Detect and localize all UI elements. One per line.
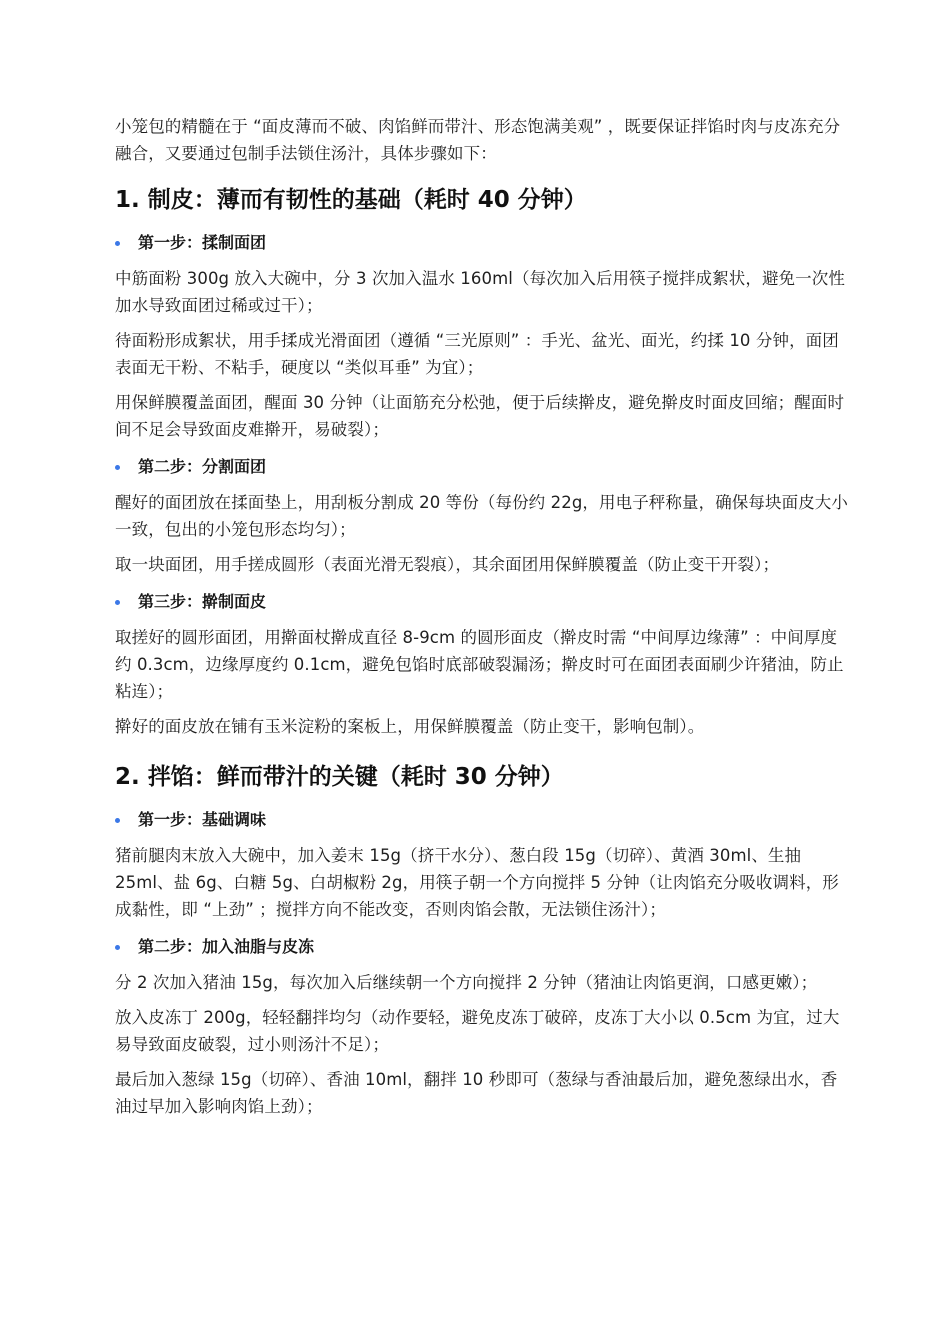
step-heading (115, 808, 850, 832)
step-title: 第一步：基础调味 (138, 810, 267, 829)
bullet-icon (115, 465, 120, 470)
step-paragraph: 取搓好的圆形面团，用擀面杖擀成直径 8-9cm 的圆形面皮（擀皮时需 “中间厚边缘薄” ：中间厚度约 0.3cm，边缘厚度约 0.1cm，避免包馅时底部破裂漏汤；擀皮时可在面团表面刷少许猪油，防止粘连）； (115, 628, 844, 701)
section-heading-dough: 1. 制皮：薄而有韧性的基础（耗时 40 分钟） (115, 187, 587, 213)
bullet-icon (115, 945, 120, 950)
step-paragraph: 擀好的面皮放在铺有玉米淀粉的案板上，用保鲜膜覆盖（防止变干，影响包制）。 (115, 717, 705, 736)
step-paragraph: 用保鲜膜覆盖面团，醒面 30 分钟（让面筋充分松弛，便于后续擀皮，避免擀皮时面皮回缩；醒面时间不足会导致面皮难擀开，易破裂）； (115, 393, 845, 439)
step-heading (115, 935, 850, 959)
step-title: 第一步：揉制面团 (138, 233, 267, 252)
step-paragraph: 待面粉形成絮状，用手揉成光滑面团（遵循 “三光原则” ：手光、盆光、面光，约揉 10 分钟，面团表面无干粉、不粘手，硬度以 “类似耳垂” 为宜）； (115, 331, 839, 377)
section-heading-filling: 2. 拌馅：鲜而带汁的关键（耗时 30 分钟） (115, 764, 564, 790)
step-title: 第二步：加入油脂与皮冻 (138, 937, 315, 956)
intro-paragraph: 小笼包的精髓在于 “面皮薄而不破、肉馅鲜而带汁、形态饱满美观” ，既要保证拌馅时肉与皮冻充分融合，又要通过包制手法锁住汤汁，具体步骤如下： (115, 117, 841, 163)
bullet-icon (115, 818, 120, 823)
step-paragraph: 猪前腿肉末放入大碗中，加入姜末 15g（挤干水分）、葱白段 15g（切碎）、黄酒 30ml、生抽 25ml、盐 6g、白糖 5g、白胡椒粉 2g，用筷子朝一个方向搅拌 5 分钟（让肉馅充分吸收调料，形成黏性，即 “上劲” ；搅拌方向不能改变，否则肉馅会散，无法锁住汤汁）； (115, 846, 839, 919)
step-paragraph: 最后加入葱绿 15g（切碎）、香油 10ml，翻拌 10 秒即可（葱绿与香油最后加，避免葱绿出水，香油过早加入影响肉馅上劲）； (115, 1070, 838, 1116)
step-paragraph: 醒好的面团放在揉面垫上，用刮板分割成 20 等份（每份约 22g，用电子秤称量，确保每块面皮大小一致，包出的小笼包形态均匀）； (115, 493, 848, 539)
step-heading (115, 231, 850, 255)
bullet-icon (115, 241, 120, 246)
step-paragraph: 分 2 次加入猪油 15g，每次加入后继续朝一个方向搅拌 2 分钟（猪油让肉馅更润，口感更嫩）； (115, 973, 818, 992)
step-title: 第三步：擀制面皮 (138, 592, 267, 611)
step-paragraph: 放入皮冻丁 200g，轻轻翻拌均匀（动作要轻，避免皮冻丁破碎，皮冻丁大小以 0.5cm 为宜，过大易导致面皮破裂，过小则汤汁不足）； (115, 1008, 840, 1054)
step-heading (115, 455, 850, 479)
step-paragraph: 取一块面团，用手搓成圆形（表面光滑无裂痕），其余面团用保鲜膜覆盖（防止变干开裂）； (115, 555, 780, 574)
step-title: 第二步：分割面团 (138, 457, 267, 476)
step-paragraph: 中筋面粉 300g 放入大碗中，分 3 次加入温水 160ml（每次加入后用筷子搅拌成絮状，避免一次性加水导致面团过稀或过干）； (115, 269, 845, 315)
step-heading (115, 590, 850, 614)
bullet-icon (115, 600, 120, 605)
